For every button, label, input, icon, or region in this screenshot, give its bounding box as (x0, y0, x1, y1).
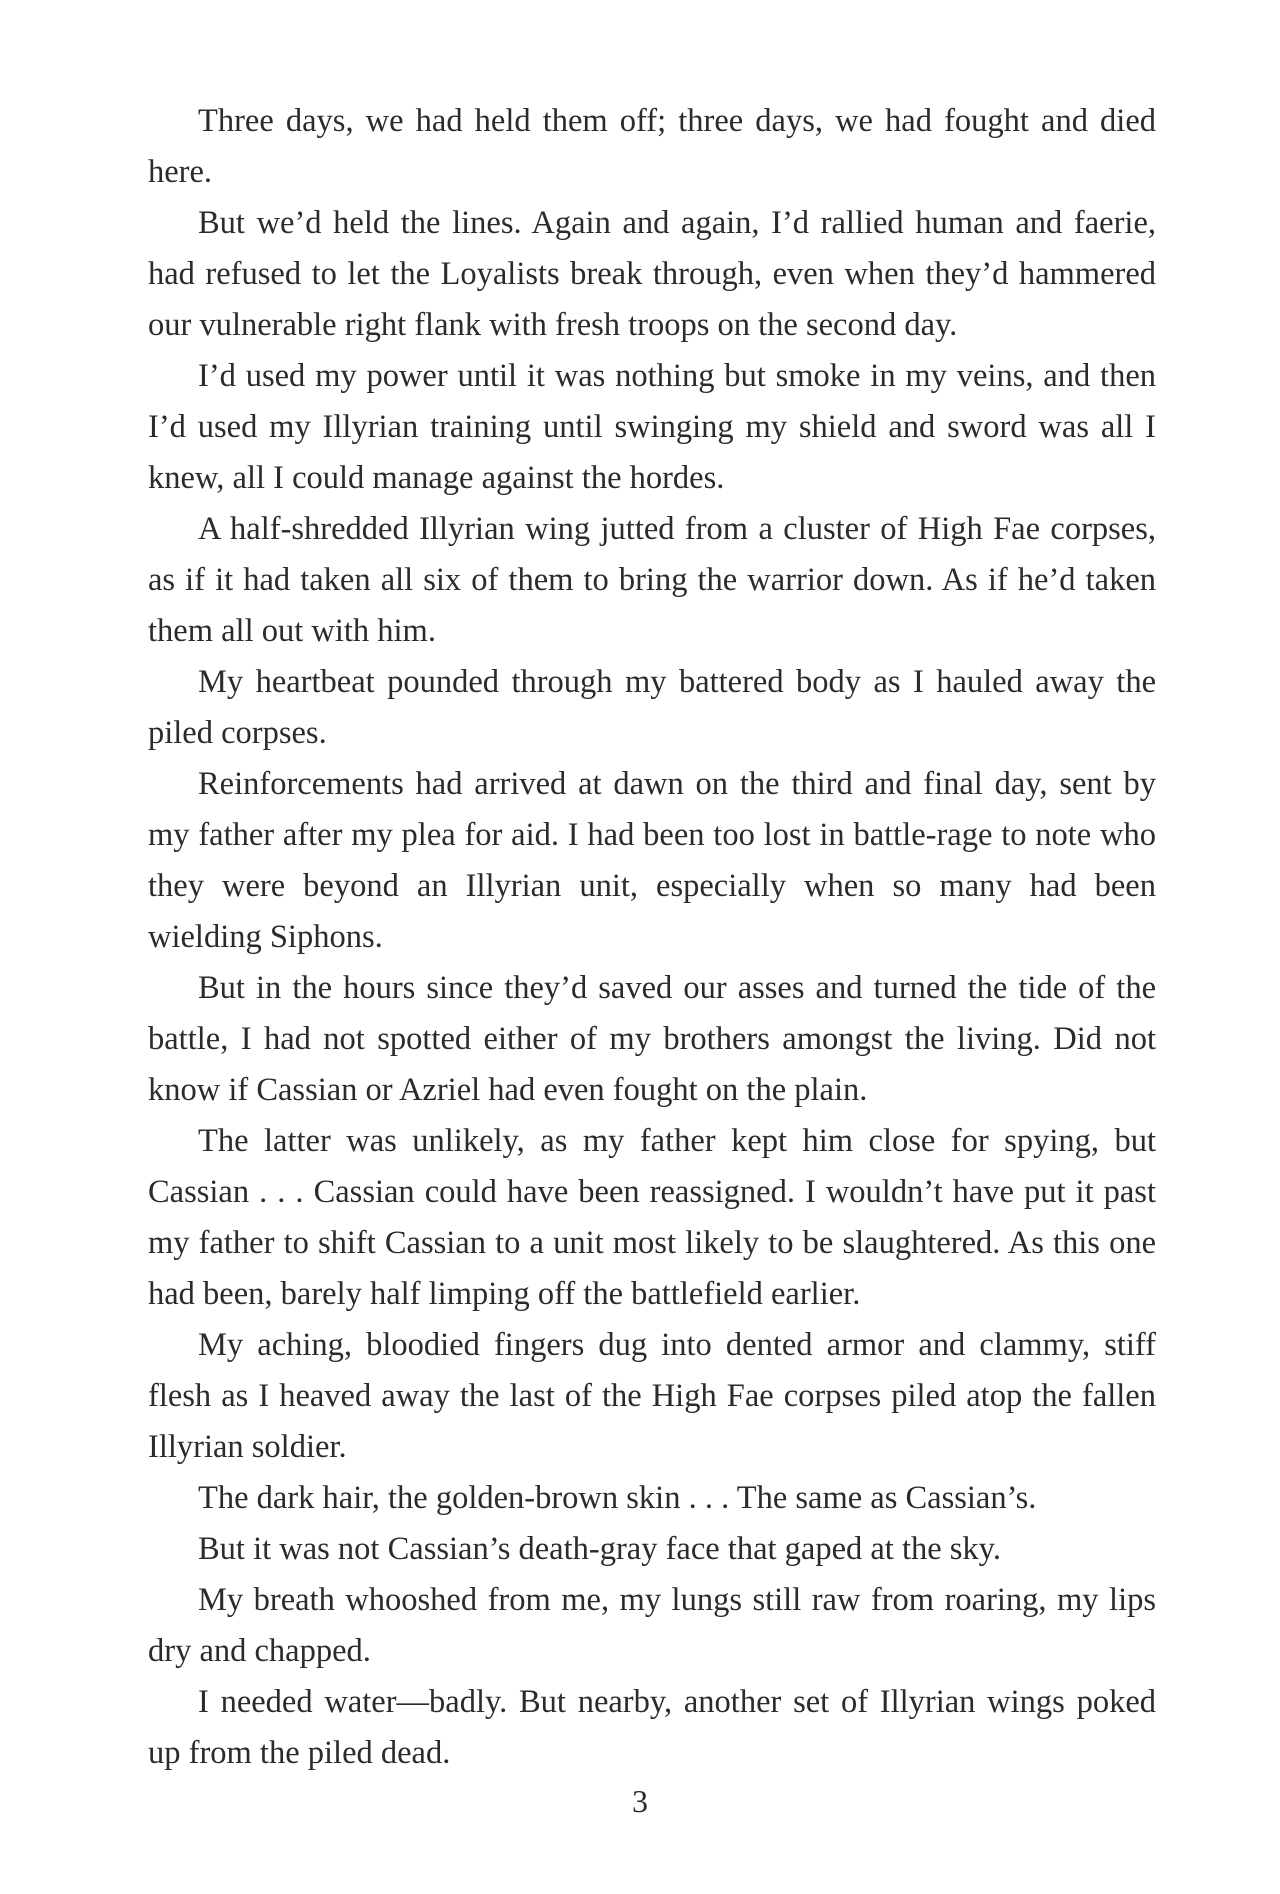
paragraph: The latter was unlikely, as my father kept him close for spying, but Cassian . . . Cassian could have been reassigned. I wouldn’t have put it past my father to shift Cassian to a unit most likely to be slaughtered. As this one had been, barely half limping off the battlefield earlier. (148, 1123, 1156, 1312)
paragraph: I needed water—badly. But nearby, another set of Illyrian wings poked up from the piled dead. (148, 1684, 1156, 1771)
paragraph: But in the hours since they’d saved our asses and turned the tide of the battle, I had not spotted either of my brothers amongst the living. Did not know if Cassian or Azriel had even fought on the plain. (148, 970, 1156, 1108)
page-number: 3 (632, 1783, 648, 1819)
paragraph: Three days, we had held them off; three days, we had fought and died here. (148, 103, 1156, 190)
paragraph: The dark hair, the golden-brown skin . . . The same as Cassian’s. (198, 1480, 1037, 1516)
paragraph: My heartbeat pounded through my battered body as I hauled away the piled corpses. (148, 664, 1156, 751)
paragraph: A half-shredded Illyrian wing jutted from a cluster of High Fae corpses, as if it had taken all six of them to bring the warrior down. As if he’d taken them all out with him. (148, 511, 1156, 649)
paragraph: I’d used my power until it was nothing but smoke in my veins, and then I’d used my Illyrian training until swinging my shield and sword was all I knew, all I could manage against the hordes. (148, 358, 1156, 496)
paragraph: My breath whooshed from me, my lungs still raw from roaring, my lips dry and chapped. (148, 1582, 1156, 1669)
page-body (148, 96, 1156, 1779)
paragraph: Reinforcements had arrived at dawn on the third and final day, sent by my father after my plea for aid. I had been too lost in battle-rage to note who they were beyond an Illyrian unit, especially when so many had been wielding Siphons. (148, 766, 1156, 955)
paragraph: But we’d held the lines. Again and again, I’d rallied human and faerie, had refused to let the Loyalists break through, even when they’d hammered our vulnerable right flank with fresh troops on the second day. (148, 205, 1156, 343)
paragraph: But it was not Cassian’s death-gray face that gaped at the sky. (198, 1531, 1001, 1567)
paragraph: My aching, bloodied fingers dug into dented armor and clammy, stiff flesh as I heaved away the last of the High Fae corpses piled atop the fallen Illyrian soldier. (148, 1327, 1156, 1465)
